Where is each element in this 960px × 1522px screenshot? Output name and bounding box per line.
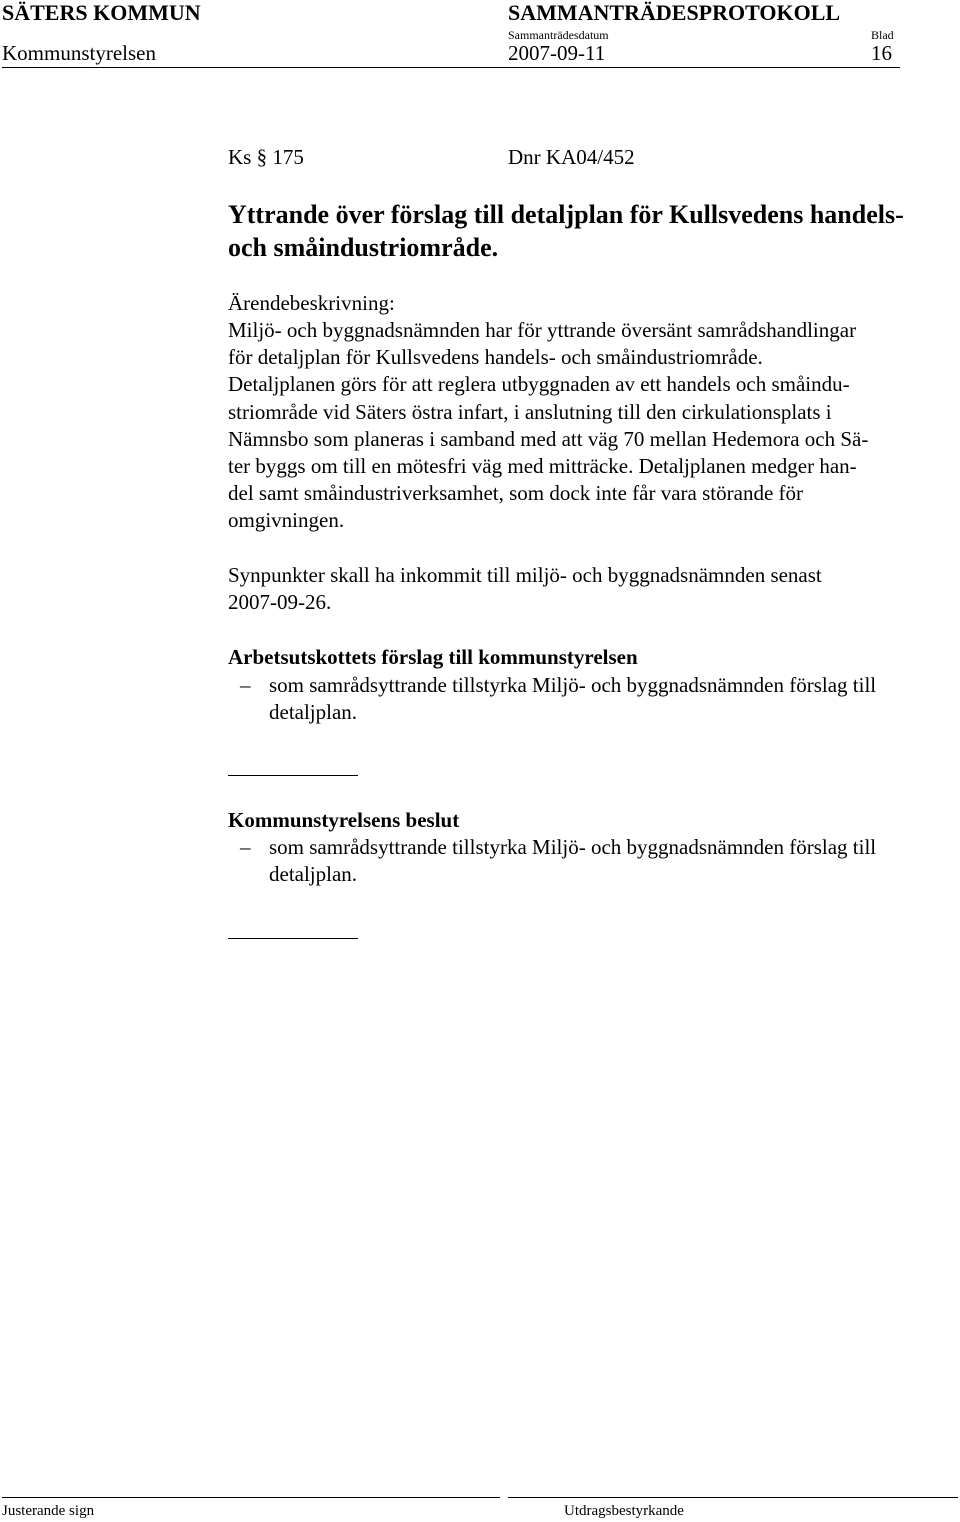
decision-item-line: detaljplan. [269, 862, 358, 887]
description-line: Nämnsbo som planeras i samband med att väg 70 mellan Hedemora och Sä- [228, 426, 869, 451]
decision-bullet: – [240, 835, 251, 859]
proposal-item-line: som samrådsyttrande tillstyrka Miljö- och byggnadsnämnden förslag till [269, 673, 877, 697]
case-title-line-2: och småindustriområde. [228, 233, 499, 262]
proposal-heading: Arbetsutskottets förslag till kommunstyrelsen [228, 645, 638, 669]
case-title-line-1: Yttrande över förslag till detaljplan för Kullsvedens handels- [228, 200, 904, 229]
decision-item-line: som samrådsyttrande tillstyrka Miljö- och byggnadsnämnden förslag till [269, 835, 877, 859]
body-name: Kommunstyrelsen [2, 41, 156, 65]
description-line: Detaljplanen görs för att reglera utbyggnaden av ett handels och småindu- [228, 372, 850, 397]
deadline-note [228, 562, 948, 616]
footer-certification-label: Utdragsbestyrkande [564, 1503, 684, 1519]
description-heading: Ärendebeskrivning: [228, 291, 395, 315]
description-line: Miljö- och byggnadsnämnden har för yttrande översänt samrådshandlingar [228, 318, 857, 342]
end-separator-rule [228, 938, 358, 939]
description-line: del samt småindustriverksamhet, som dock inte får vara störande för [228, 481, 803, 506]
description-line: omgivningen. [228, 508, 345, 533]
footer-signature-label: Justerande sign [2, 1503, 95, 1519]
header-rule [2, 67, 900, 68]
proposal-item [269, 672, 876, 726]
document-type: SAMMANTRÄDESPROTOKOLL [508, 0, 841, 25]
proposal-bullet: – [240, 673, 251, 697]
footer-rule-left [2, 1497, 500, 1498]
footer-rule-right [508, 1497, 958, 1498]
meeting-date: 2007-09-11 [508, 41, 606, 65]
proposal-item-line: detaljplan. [269, 700, 358, 725]
case-dnr: Dnr KA04/452 [508, 145, 635, 169]
decision-item [269, 834, 876, 888]
section-separator-rule [228, 775, 358, 776]
org-name: SÄTERS KOMMUN [2, 0, 201, 25]
page-number: 16 [871, 41, 892, 65]
page-label: Blad [871, 28, 894, 42]
decision-heading: Kommunstyrelsens beslut [228, 808, 460, 832]
case-number: Ks § 175 [228, 145, 304, 169]
description-line: för detaljplan för Kullsvedens handels- och småindustriområde. [228, 345, 763, 370]
date-label: Sammanträdesdatum [508, 28, 609, 42]
description-line: striområde vid Säters östra infart, i anslutning till den cirkulationsplats i [228, 399, 832, 424]
description-body [228, 317, 948, 535]
description-line: ter byggs om till en mötesfri väg med mitträcke. Detaljplanen medger han- [228, 454, 857, 479]
deadline-line: Synpunkter skall ha inkommit till miljö- och byggnadsnämnden senast [228, 563, 822, 587]
deadline-line: 2007-09-26. [228, 590, 332, 615]
